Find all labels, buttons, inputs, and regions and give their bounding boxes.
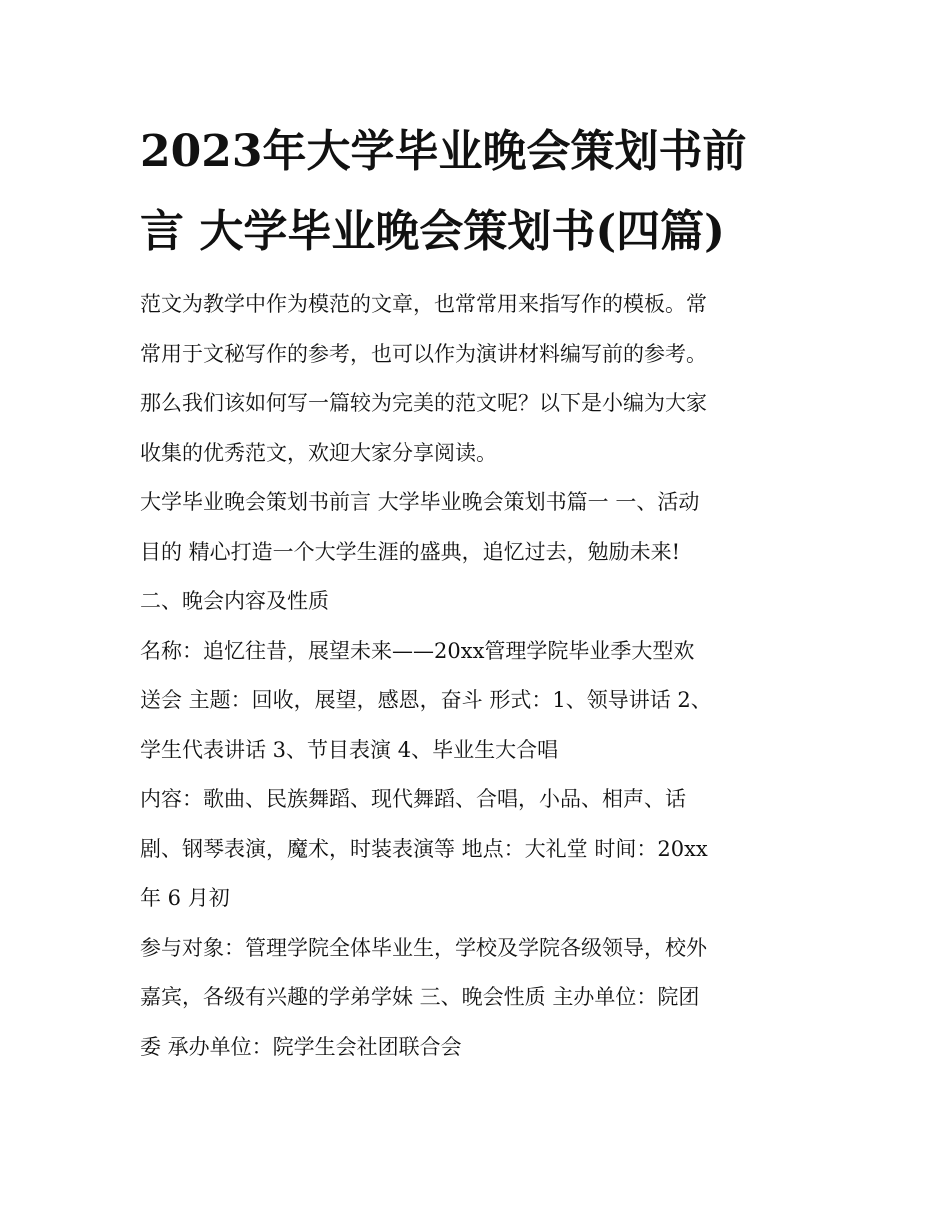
body-line: 委 承办单位：院学生会社团联合会 xyxy=(140,1034,462,1059)
body-line: 大学毕业晚会策划书前言 大学毕业晚会策划书篇一 一、活动 xyxy=(140,490,700,514)
body-line: 嘉宾，各级有兴趣的学弟学妹 三、晚会性质 主办单位：院团 xyxy=(140,985,700,1009)
body-line: 目的 精心打造一个大学生涯的盛典，追忆过去，勉励未来! xyxy=(140,539,681,564)
body-line: 年 6 月初 xyxy=(140,886,230,910)
body-line: 内容：歌曲、民族舞蹈、现代舞蹈、合唱，小品、相声、话 xyxy=(140,787,686,811)
body-line: 剧、钢琴表演，魔术，时装表演等 地点：大礼堂 时间：20xx xyxy=(140,836,708,861)
body-line: 常用于文秘写作的参考，也可以作为演讲材料编写前的参考。 xyxy=(140,341,707,366)
title-line: 2023年大学毕业晚会策划书前 xyxy=(140,126,747,177)
body-line: 送会 主题：回收，展望，感恩，奋斗 形式：1、领导讲话 2、 xyxy=(140,688,712,712)
body-line: 二、晚会内容及性质 xyxy=(140,589,329,613)
body-line: 名称：追忆往昔，展望未来——20xx管理学院毕业季大型欢 xyxy=(140,638,695,663)
body-line: 学生代表讲话 3、节目表演 4、毕业生大合唱 xyxy=(140,737,559,762)
body-line: 范文为教学中作为模范的文章，也常常用来指写作的模板。常 xyxy=(140,292,707,316)
body-line: 参与对象：管理学院全体毕业生，学校及学院各级领导，校外 xyxy=(140,935,707,960)
title-line: 言 大学毕业晚会策划书(四篇) xyxy=(140,206,725,257)
body-line: 那么我们该如何写一篇较为完美的范文呢？以下是小编为大家 xyxy=(140,391,707,415)
document-title xyxy=(140,112,820,272)
body-line: 收集的优秀范文，欢迎大家分享阅读。 xyxy=(140,440,497,465)
document-body xyxy=(140,280,820,1072)
